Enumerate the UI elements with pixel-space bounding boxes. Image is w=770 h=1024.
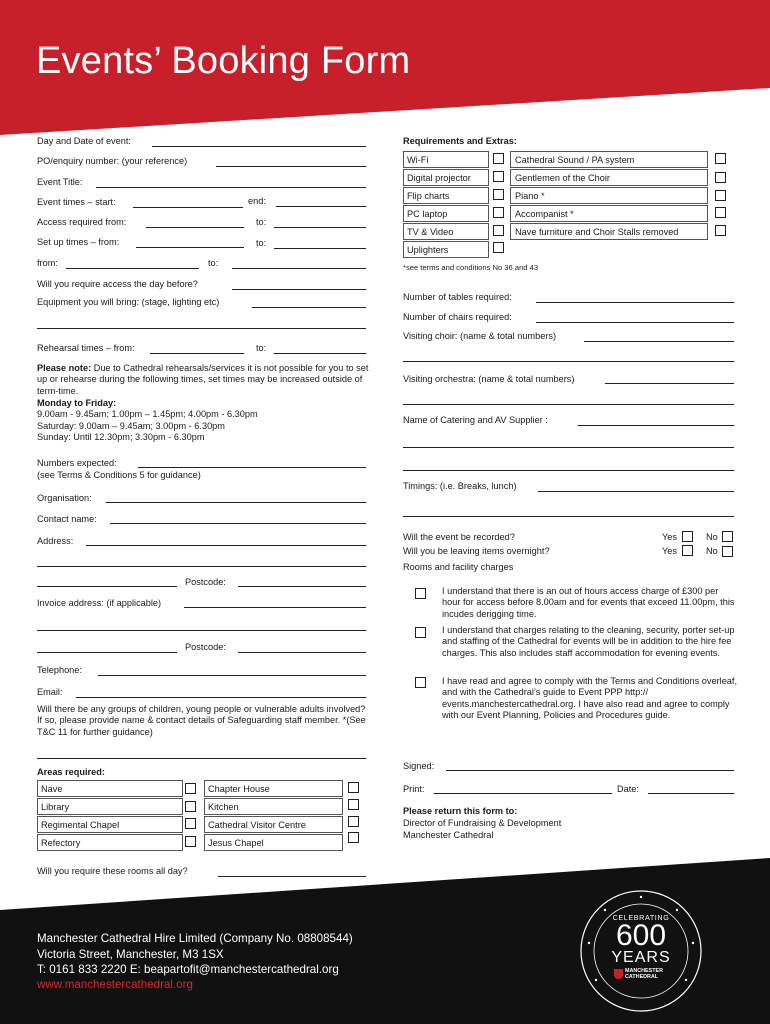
recorded-yes-label: Yes [662,532,677,542]
shield-icon [614,969,623,979]
timings-label: Timings: (i.e. Breaks, lunch) [403,481,517,491]
invoice-address-label: Invoice address: (if applicable) [37,598,162,608]
contact-name-field[interactable] [110,523,366,524]
from-label: from: [37,258,58,268]
extra-flip-charts-label: Flip charts [407,191,450,201]
extra-accompanist-label: Accompanist * [515,209,574,219]
access-day-before-label: Will you require access the day before? [37,279,198,289]
extra-wifi-checkbox[interactable] [493,153,504,164]
postcode-field[interactable] [238,586,366,587]
footer-company: Manchester Cathedral Hire Limited (Company No. 08808544) [37,932,353,945]
leaving-no-label: No [706,546,718,556]
po-number-label: PO/enquiry number: (your reference) [37,156,188,166]
area-nave-label: Nave [41,784,63,794]
event-title-label: Event Title: [37,177,83,187]
extra-flip-charts-checkbox[interactable] [493,189,504,200]
please-note-label: Please note: [37,363,92,373]
tables-field[interactable] [536,302,734,303]
telephone-label: Telephone: [37,665,82,675]
area-visitor-centre-checkbox[interactable] [348,816,359,827]
recorded-no-label: No [706,532,718,542]
setup-from-label: Set up times – from: [37,237,120,247]
celebrating-600-badge [578,888,704,1014]
event-end-label: end: [248,196,266,206]
access-from-field[interactable] [146,227,244,228]
extra-piano-label: Piano * [515,191,545,201]
area-refectory-label: Refectory [41,838,81,848]
times-weekday: 9.00am - 9.45am; 1.00pm – 1.45pm; 4.00pm - 6.30pm [37,409,258,419]
times-saturday: Saturday: 9.00am – 9.45am; 3.00pm - 6.30pm [37,421,225,431]
extra-uplighters-label: Uplighters [407,245,449,255]
terms-note: *see terms and conditions No 36 and 43 [403,263,539,272]
address-label: Address: [37,536,74,546]
organisation-label: Organisation: [37,493,92,503]
area-jesus-chapel-checkbox[interactable] [348,832,359,843]
address-field-3[interactable] [37,586,177,587]
event-start-label: Event times – start: [37,197,116,207]
extra-projector-checkbox[interactable] [493,171,504,182]
badge-name-2: CATHEDRAL [625,974,659,980]
charge-3-checkbox[interactable] [415,677,426,688]
recorded-no-checkbox[interactable] [722,531,733,542]
area-refectory-checkbox[interactable] [185,836,196,847]
access-day-before-field[interactable] [232,289,366,290]
print-label: Print: [403,784,425,794]
visiting-orchestra-field-2[interactable] [403,404,734,405]
timings-field[interactable] [538,491,734,492]
equipment-field-2[interactable] [37,328,366,329]
extra-nave-furniture-checkbox[interactable] [715,225,726,236]
charge-2-text: I understand that charges relating to the cleaning, security, porter set-up and staffing of the Cathedral for events will be in addition to the hire fee charges. This also includes staff accommodation for evening events. [442,625,735,658]
leaving-items-label: Will you be leaving items overnight? [403,546,550,556]
area-library-checkbox[interactable] [185,801,196,812]
extra-tv-checkbox[interactable] [493,225,504,236]
rooms-all-day-label: Will you require these rooms all day? [37,866,188,876]
numbers-expected-field[interactable] [138,467,366,468]
access-from-label: Access required from: [37,217,127,227]
rooms-charges-label: Rooms and facility charges [403,562,514,572]
numbers-expected-label: Numbers expected: [37,458,117,468]
chairs-label: Number of chairs required: [403,312,512,322]
signed-label: Signed: [403,761,435,771]
extra-accompanist-checkbox[interactable] [715,207,726,218]
visiting-orchestra-label: Visiting orchestra: (name & total numbers) [403,374,575,384]
extra-laptop-label: PC laptop [407,209,448,219]
invoice-postcode-label: Postcode: [185,642,226,652]
to-label: to: [208,258,219,268]
charge-2-checkbox[interactable] [415,627,426,638]
leaving-no-checkbox[interactable] [722,546,733,557]
invoice-postcode-field[interactable] [238,652,366,653]
visiting-choir-label: Visiting choir: (name & total numbers) [403,331,557,341]
day-date-field[interactable] [152,146,366,147]
page-title: Events’ Booking Form [36,40,411,82]
from-field[interactable] [66,268,199,269]
address-field-2[interactable] [37,566,366,567]
tables-label: Number of tables required: [403,292,512,302]
requirements-label: Requirements and Extras: [403,136,517,146]
extra-projector-label: Digital projector [407,173,471,183]
extra-sound-checkbox[interactable] [715,153,726,164]
please-note [37,363,369,397]
return-line-2: Manchester Cathedral [403,830,494,840]
recorded-label: Will the event be recorded? [403,532,515,542]
event-title-field[interactable] [96,187,366,188]
visiting-choir-field-2[interactable] [403,361,734,362]
address-field[interactable] [86,545,366,546]
invoice-address-field-3[interactable] [37,652,177,653]
safeguarding-field[interactable] [37,758,366,759]
monday-friday-label: Monday to Friday: [37,398,117,408]
event-start-field[interactable] [133,207,243,208]
footer-website-link[interactable]: www.manchestercathedral.org [37,978,193,991]
equipment-label: Equipment you will bring: (stage, lighting etc) [37,297,220,307]
extra-nave-furniture-label: Nave furniture and Choir Stalls removed [515,227,679,237]
organisation-field[interactable] [106,502,366,503]
charge-1-checkbox[interactable] [415,588,426,599]
email-field[interactable] [76,697,366,698]
email-label: Email: [37,687,63,697]
access-to-field[interactable] [274,227,366,228]
rehearsal-from-field[interactable] [150,353,244,354]
area-regimental-chapel-label: Regimental Chapel [41,820,120,830]
equipment-field[interactable] [252,307,366,308]
area-kitchen-label: Kitchen [208,802,239,812]
po-number-field[interactable] [216,166,366,167]
catering-field-2[interactable] [403,447,734,448]
signed-field[interactable] [446,770,734,771]
date-label: Date: [617,784,639,794]
numbers-note: (see Terms & Conditions 5 for guidance) [37,470,201,480]
date-field[interactable] [648,793,734,794]
return-to-label: Please return this form to: [403,806,518,816]
visiting-choir-field[interactable] [584,341,734,342]
extra-piano-checkbox[interactable] [715,190,726,201]
leaving-yes-label: Yes [662,546,677,556]
event-end-field[interactable] [276,206,366,207]
area-regimental-chapel-checkbox[interactable] [185,818,196,829]
contact-name-label: Contact name: [37,514,97,524]
recorded-yes-checkbox[interactable] [682,531,693,542]
area-library-label: Library [41,802,70,812]
to-field[interactable] [232,268,366,269]
setup-to-label: to: [256,238,267,248]
extra-tv-label: TV & Video [407,227,454,237]
badge-name-1: MANCHESTER [625,968,664,974]
catering-field-3[interactable] [403,470,734,471]
access-to-label: to: [256,217,267,227]
extra-laptop-checkbox[interactable] [493,207,504,218]
area-chapter-house-label: Chapter House [208,784,270,794]
badge-600: 600 [615,919,667,952]
print-field[interactable] [434,793,612,794]
please-note-text: Due to Cathedral rehearsals/services it is not possible for you to set up or rehearse during the following times, set times may be increased outside of term-time. [37,363,369,396]
area-chapter-house-checkbox[interactable] [348,782,359,793]
charge-3-text: I have read and agree to comply with the Terms and Conditions overleaf, and with the Cathedral’s guide to Event PPP http:// events.manchestercathedral.org. I have also read and agree to comply with our Event Planning, Policies and Procedures guide. [442,676,738,721]
telephone-field[interactable] [98,675,366,676]
safeguarding-text: Will there be any groups of children, young people or vulnerable adults involved? If so, please provide name & contact details of Safeguarding staff member. *(See T&C 11 for further guidance) [37,704,366,737]
catering-field[interactable] [578,425,734,426]
badge-celebrating: CELEBRATING [612,913,670,922]
setup-to-field[interactable] [274,248,366,249]
footer-address: Victoria Street, Manchester, M3 1SX [37,948,224,961]
badge-years: YEARS [611,949,671,966]
area-kitchen-checkbox[interactable] [348,799,359,810]
extra-uplighters-checkbox[interactable] [493,242,504,253]
return-line-1: Director of Fundraising & Development [403,818,562,828]
leaving-yes-checkbox[interactable] [682,545,693,556]
setup-from-field[interactable] [136,247,244,248]
area-visitor-centre-label: Cathedral Visitor Centre [208,820,306,830]
area-nave-checkbox[interactable] [185,783,196,794]
rehearsal-to-label: to: [256,343,267,353]
chairs-field[interactable] [536,322,734,323]
rehearsal-from-label: Rehearsal times – from: [37,343,135,353]
extra-choir-checkbox[interactable] [715,172,726,183]
day-date-label: Day and Date of event: [37,136,131,146]
extra-sound-label: Cathedral Sound / PA system [515,155,635,165]
timings-field-2[interactable] [403,516,734,517]
invoice-address-field[interactable] [184,607,366,608]
catering-label: Name of Catering and AV Supplier : [403,415,548,425]
areas-required-label: Areas required: [37,767,105,777]
times-sunday: Sunday: Until 12.30pm; 3.30pm - 6.30pm [37,432,205,442]
footer-contact: T: 0161 833 2220 E: beapartofit@manchestercathedral.org [37,963,339,976]
extra-wifi-label: Wi-Fi [407,155,429,165]
invoice-address-field-2[interactable] [37,630,366,631]
postcode-label: Postcode: [185,577,226,587]
extra-choir-label: Gentlemen of the Choir [515,173,610,183]
visiting-orchestra-field[interactable] [605,383,734,384]
rehearsal-to-field[interactable] [274,353,366,354]
area-jesus-chapel-label: Jesus Chapel [208,838,264,848]
charge-1-text: I understand that there is an out of hours access charge of £300 per hour for access before 8.00am and for events that exceed 11.00pm, this incudes derigging time. [442,586,735,619]
